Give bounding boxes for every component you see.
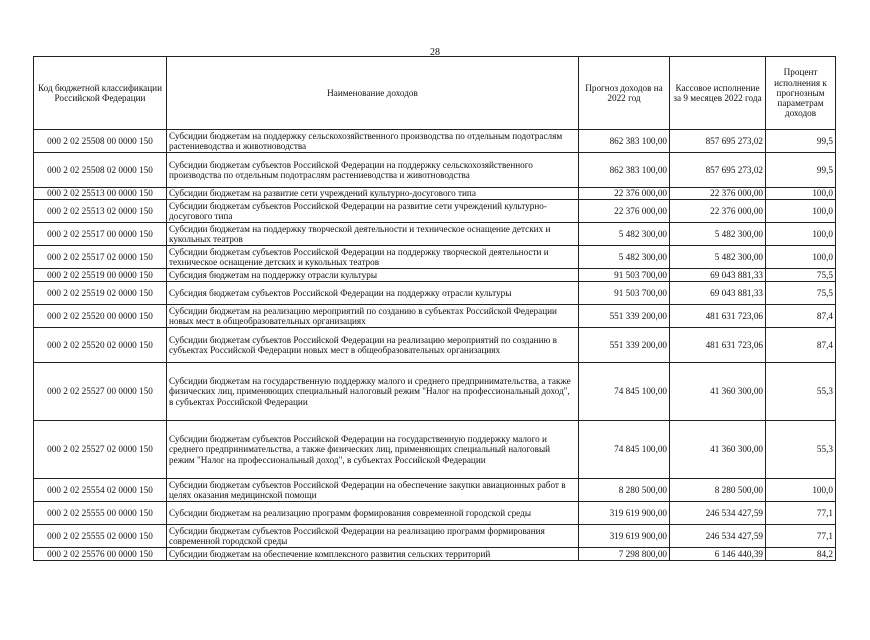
cell-percent: 75,5	[766, 269, 836, 282]
header-name-label: Наименование доходов	[327, 87, 418, 98]
cell-percent: 100,0	[766, 479, 836, 502]
table-row	[34, 548, 836, 561]
cell-forecast: 22 376 000,00	[579, 188, 670, 200]
table-row	[34, 479, 836, 502]
cell-percent: 100,0	[766, 200, 836, 223]
cell-execution: 22 376 000,00	[670, 188, 766, 200]
header-name	[167, 57, 579, 130]
cell-percent: 75,5	[766, 282, 836, 305]
header-code	[34, 57, 167, 130]
cell-name: Субсидии бюджетам субъектов Российской Федерации на поддержку творческой деятельности и техническое оснащение детских и кукольных театров	[167, 246, 579, 269]
table-row	[34, 421, 836, 479]
cell-forecast: 8 280 500,00	[579, 479, 670, 502]
cell-percent: 100,0	[766, 223, 836, 246]
cell-execution: 857 695 273,02	[670, 153, 766, 188]
table-row	[34, 305, 836, 328]
cell-name: Субсидия бюджетам на поддержку отрасли культуры	[167, 269, 579, 282]
cell-name: Субсидии бюджетам на реализацию программ формирования современной городской среды	[167, 502, 579, 525]
cell-code: 000 2 02 25508 02 0000 150	[34, 153, 167, 188]
table-row	[34, 282, 836, 305]
revenue-table	[33, 56, 836, 561]
cell-name: Субсидии бюджетам на поддержку творческой деятельности и техническое оснащение детских и кукольных театров	[167, 223, 579, 246]
header-forecast-label: Прогноз доходов на 2022 год	[585, 82, 663, 103]
cell-percent: 100,0	[766, 246, 836, 269]
cell-code: 000 2 02 25527 00 0000 150	[34, 363, 167, 421]
cell-forecast: 7 298 800,00	[579, 548, 670, 561]
table-body	[34, 130, 836, 561]
table-row	[34, 200, 836, 223]
cell-name: Субсидии бюджетам субъектов Российской Федерации на государственную поддержку малого и среднего предпринимательства, а также физических лиц, применяющих специальный налоговый режим "Налог на профессиональный доход", в субъектах Российской Федерации	[167, 421, 579, 479]
cell-percent: 87,4	[766, 328, 836, 363]
table-row	[34, 328, 836, 363]
cell-code: 000 2 02 25513 00 0000 150	[34, 188, 167, 200]
cell-name: Субсидии бюджетам субъектов Российской Федерации на поддержку сельскохозяйственного производства по отдельным подотраслям растениеводства и животноводства	[167, 153, 579, 188]
cell-execution: 481 631 723,06	[670, 328, 766, 363]
cell-execution: 22 376 000,00	[670, 200, 766, 223]
header-percent	[766, 57, 836, 130]
cell-execution: 5 482 300,00	[670, 246, 766, 269]
table-row	[34, 223, 836, 246]
cell-execution: 6 146 440,39	[670, 548, 766, 561]
cell-code: 000 2 02 25513 02 0000 150	[34, 200, 167, 223]
cell-percent: 99,5	[766, 153, 836, 188]
cell-code: 000 2 02 25520 00 0000 150	[34, 305, 167, 328]
cell-execution: 69 043 881,33	[670, 282, 766, 305]
header-row	[34, 57, 836, 130]
cell-code: 000 2 02 25576 00 0000 150	[34, 548, 167, 561]
cell-code: 000 2 02 25508 00 0000 150	[34, 130, 167, 153]
cell-forecast: 74 845 100,00	[579, 363, 670, 421]
cell-forecast: 551 339 200,00	[579, 305, 670, 328]
cell-percent: 84,2	[766, 548, 836, 561]
cell-name: Субсидии бюджетам на обеспечение комплексного развития сельских территорий	[167, 548, 579, 561]
cell-forecast: 319 619 900,00	[579, 502, 670, 525]
cell-name: Субсидия бюджетам субъектов Российской Федерации на поддержку отрасли культуры	[167, 282, 579, 305]
header-code-label: Код бюджетной классификации Российской Федерации	[38, 82, 162, 103]
page-number: 28	[430, 47, 440, 58]
table-header	[34, 57, 836, 130]
table-row	[34, 502, 836, 525]
cell-name: Субсидии бюджетам субъектов Российской Федерации на реализацию мероприятий по созданию в субъектах Российской Федерации новых мест в общеобразовательных организациях	[167, 328, 579, 363]
table-row	[34, 525, 836, 548]
table-row	[34, 363, 836, 421]
cell-code: 000 2 02 25517 00 0000 150	[34, 223, 167, 246]
header-percent-label: Процент исполнения к прогнозным параметрам доходов	[774, 67, 827, 119]
cell-forecast: 22 376 000,00	[579, 200, 670, 223]
cell-code: 000 2 02 25519 00 0000 150	[34, 269, 167, 282]
cell-code: 000 2 02 25555 00 0000 150	[34, 502, 167, 525]
cell-forecast: 74 845 100,00	[579, 421, 670, 479]
cell-code: 000 2 02 25519 02 0000 150	[34, 282, 167, 305]
cell-percent: 77,1	[766, 502, 836, 525]
cell-forecast: 5 482 300,00	[579, 223, 670, 246]
cell-forecast: 5 482 300,00	[579, 246, 670, 269]
table-row	[34, 153, 836, 188]
header-forecast	[579, 57, 670, 130]
cell-execution: 69 043 881,33	[670, 269, 766, 282]
cell-execution: 41 360 300,00	[670, 421, 766, 479]
cell-name: Субсидии бюджетам на развитие сети учреждений культурно-досугового типа	[167, 188, 579, 200]
cell-name: Субсидии бюджетам субъектов Российской Федерации на реализацию программ формирования современной городской среды	[167, 525, 579, 548]
header-execution-label: Кассовое исполнение за 9 месяцев 2022 года	[673, 82, 762, 103]
cell-execution: 5 482 300,00	[670, 223, 766, 246]
cell-code: 000 2 02 25527 02 0000 150	[34, 421, 167, 479]
cell-percent: 77,1	[766, 525, 836, 548]
cell-code: 000 2 02 25555 02 0000 150	[34, 525, 167, 548]
cell-name: Субсидии бюджетам субъектов Российской Федерации на развитие сети учреждений культурно-досугового типа	[167, 200, 579, 223]
table-row	[34, 130, 836, 153]
header-execution	[670, 57, 766, 130]
cell-execution: 246 534 427,59	[670, 502, 766, 525]
cell-forecast: 551 339 200,00	[579, 328, 670, 363]
cell-forecast: 91 503 700,00	[579, 282, 670, 305]
cell-name: Субсидии бюджетам субъектов Российской Федерации на обеспечение закупки авиационных работ в целях оказания медицинской помощи	[167, 479, 579, 502]
cell-name: Субсидии бюджетам на реализацию мероприятий по созданию в субъектах Российской Федерации новых мест в общеобразовательных организациях	[167, 305, 579, 328]
cell-percent: 55,3	[766, 363, 836, 421]
table-row	[34, 269, 836, 282]
cell-execution: 8 280 500,00	[670, 479, 766, 502]
cell-code: 000 2 02 25517 02 0000 150	[34, 246, 167, 269]
table-row	[34, 246, 836, 269]
cell-forecast: 91 503 700,00	[579, 269, 670, 282]
cell-forecast: 319 619 900,00	[579, 525, 670, 548]
cell-name: Субсидии бюджетам на государственную поддержку малого и среднего предпринимательства, а также физических лиц, применяющих специальный налоговый режим "Налог на профессиональный доход", в субъектах Российской Федерации	[167, 363, 579, 421]
cell-percent: 100,0	[766, 188, 836, 200]
cell-forecast: 862 383 100,00	[579, 130, 670, 153]
cell-percent: 99,5	[766, 130, 836, 153]
cell-execution: 481 631 723,06	[670, 305, 766, 328]
cell-forecast: 862 383 100,00	[579, 153, 670, 188]
cell-percent: 55,3	[766, 421, 836, 479]
cell-execution: 857 695 273,02	[670, 130, 766, 153]
cell-percent: 87,4	[766, 305, 836, 328]
cell-code: 000 2 02 25520 02 0000 150	[34, 328, 167, 363]
table-row	[34, 188, 836, 200]
cell-name: Субсидии бюджетам на поддержку сельскохозяйственного производства по отдельным подотраслям растениеводства и животноводства	[167, 130, 579, 153]
cell-code: 000 2 02 25554 02 0000 150	[34, 479, 167, 502]
cell-execution: 41 360 300,00	[670, 363, 766, 421]
cell-execution: 246 534 427,59	[670, 525, 766, 548]
